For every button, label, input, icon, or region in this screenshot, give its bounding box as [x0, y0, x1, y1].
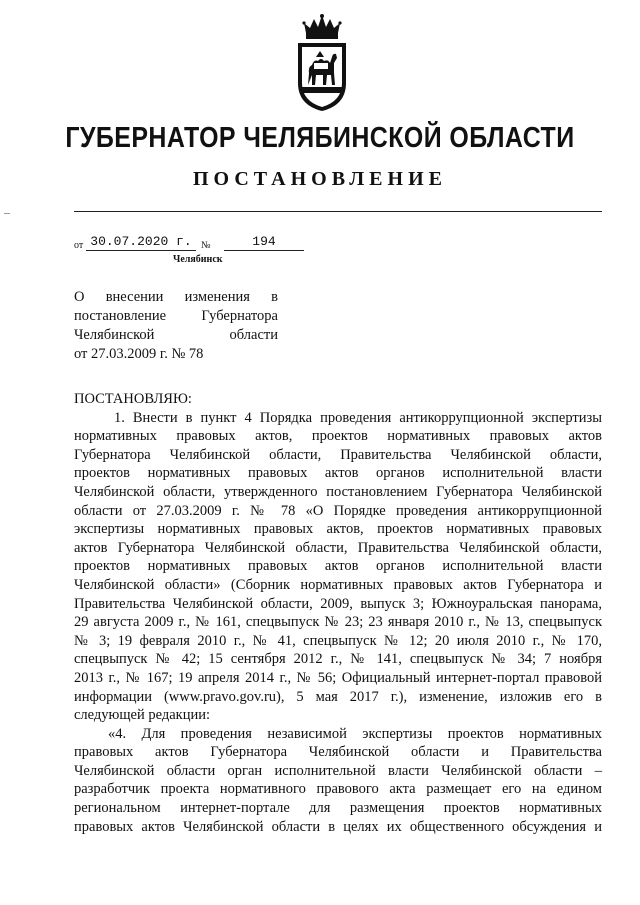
document-type: ПОСТАНОВЛЕНИЕ — [193, 168, 447, 190]
resolution-heading: ПОСТАНОВЛЯЮ: — [74, 391, 192, 407]
body-line: актов Губернатора Челябинской области, Правительства Челябинской области, — [74, 539, 602, 556]
body-line: экспертизы нормативных правовых актов, проектов нормативных правовых — [74, 521, 602, 538]
subject-line: от 27.03.2009 г. № 78 — [74, 346, 204, 362]
number-label: № — [201, 240, 211, 251]
body-line: проектов нормативных правовых актов органов исполнительной власти — [74, 465, 602, 482]
body-line: 29 августа 2009 г., № 161, спецвыпуск № 23; 23 января 2010 г., № 13, спецвыпуск — [74, 614, 602, 631]
body-line: правовых актов Губернатора Челябинской области и Правительства — [74, 744, 602, 761]
body-line: «4. Для проведения независимой экспертизы проектов нормативных — [108, 725, 602, 742]
body-line: региональном интернет-портале для размещения проектов нормативных — [74, 800, 602, 817]
document-title: ГУБЕРНАТОР ЧЕЛЯБИНСКОЙ ОБЛАСТИ — [65, 122, 575, 154]
subject-line: постановление Губернатора — [74, 308, 278, 324]
body-line: спецвыпуск № 42; 15 сентября 2012 г., № 141, спецвыпуск № 34; 7 ноября — [74, 651, 602, 668]
body-line: информации (www.pravo.gov.ru), 5 мая 2017 г.), изменение, изложив его в — [74, 688, 602, 705]
body-line: следующей редакции: — [74, 707, 211, 724]
margin-mark — [4, 213, 10, 214]
body-line: разработчик проекта нормативного правового акта размещает его на едином — [74, 781, 602, 798]
document-number: 194 — [224, 234, 304, 251]
subject-line: О внесении изменения в — [74, 289, 278, 305]
body-line: области от 27.03.2009 г. № 78 «О Порядке проведения антикоррупционной — [74, 502, 602, 519]
body-line: проектов нормативных правовых актов органов исполнительной власти — [74, 558, 602, 575]
body-line: правовых актов Челябинской области в целях их общественного обсуждения и — [74, 818, 602, 835]
body-line: № 3; 19 февраля 2010 г., № 41, спецвыпуск № 12; 20 июля 2010 г., № 170, — [74, 632, 602, 649]
subject-line: Челябинской области — [74, 327, 278, 343]
header-divider — [74, 211, 602, 212]
body-line: Правительства Челябинской области, 2009, выпуск 3; Южноуральская панорама, — [74, 595, 602, 612]
document-date: 30.07.2020 г. — [86, 234, 196, 251]
subject-block — [74, 288, 278, 364]
from-label: от — [74, 240, 84, 251]
document-body — [74, 390, 602, 836]
body-line: Челябинской области, утвержденного постановлением Губернатора Челябинской — [74, 483, 602, 500]
body-line: 2013 г., № 167; 19 апреля 2014 г., № 56; Официальный интернет-портал правовой — [74, 669, 602, 686]
city-label: Челябинск — [173, 254, 223, 265]
body-line: 1. Внести в пункт 4 Порядка проведения антикоррупционной экспертизы — [114, 409, 602, 426]
coat-of-arms-icon — [294, 13, 350, 113]
body-line: Губернатора Челябинской области, Правительства Челябинской области, — [74, 446, 602, 463]
body-line: Челябинской области орган исполнительной власти Челябинской области – — [74, 762, 602, 779]
body-line: нормативных правовых актов, проектов нормативных правовых актов — [74, 428, 602, 445]
date-number-line — [74, 232, 374, 254]
body-line: Челябинской области» (Сборник нормативных правовых актов Губернатора и — [74, 576, 602, 593]
